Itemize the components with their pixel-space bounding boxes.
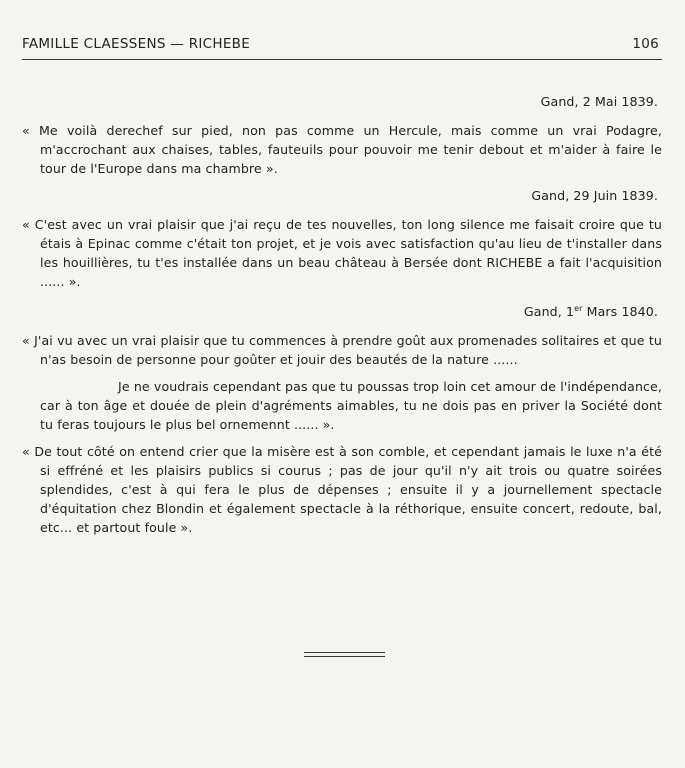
end-double-rule [304, 652, 385, 657]
date-prefix: Gand, 1 [523, 304, 575, 319]
letter-paragraph: « De tout côté on entend crier que la misère est à son comble, et cependant jamais le luxe n'a été si effréné et les plaisirs publics si courus ; pas de jour qu'il n'y ait trois ou quatre soirées splendides, c'est à qui fera le plus de dépenses ; ensuite il y a journellement spectacle d'équitation chez Blondin et également spectacle à la réthorique, ensuite concert, redoute, bal, etc... et partout foule ». [22, 444, 662, 535]
letter-date [22, 299, 662, 321]
letter-paragraph-continued: Je ne voudrais cependant pas que tu poussas trop loin cet amour de l'indépendance, car à ton âge et douée de plein d'agréments aimables, tu ne dois pas en priver la Société dont tu feras toujours le plus bel ornemennt ...... ». [40, 379, 662, 432]
letter-paragraph: « Me voilà derechef sur pied, non pas comme un Hercule, mais comme un vrai Podagre, m'accrochant aux chaises, tables, fauteuils pour pouvoir me tenir debout et m'aider à faire le tour de l'Europe dans ma chambre ». [22, 123, 662, 176]
date-suffix: Mars 1840. [582, 304, 658, 319]
letter-paragraph: « J'ai vu avec un vrai plaisir que tu commences à prendre goût aux promenades solitaires et que tu n'as besoin de personne pour goûter et jouir des beautés de la nature ...... [22, 333, 662, 367]
running-title: FAMILLE CLAESSENS — RICHEBE [22, 36, 251, 52]
page-number: 106 [632, 36, 659, 52]
letter-2 [22, 186, 662, 291]
letter-1 [22, 92, 662, 178]
letter-paragraph: « C'est avec un vrai plaisir que j'ai reçu de tes nouvelles, ton long silence me faisait croire que tu étais à Epinac comme c'était ton projet, et je vois avec satisfaction qu'au lieu de t'installer dans les houillières, tu t'es installée dans un beau château à Bersée dont RICHEBE a fait l'acquisition ...... ». [22, 217, 662, 289]
letter-3 [22, 299, 662, 537]
letter-excerpts [22, 92, 662, 545]
letter-date: Gand, 2 Mai 1839. [540, 94, 658, 109]
header-rule [22, 59, 662, 60]
date-superscript: er [574, 304, 583, 313]
letter-date: Gand, 29 Juin 1839. [531, 188, 658, 203]
